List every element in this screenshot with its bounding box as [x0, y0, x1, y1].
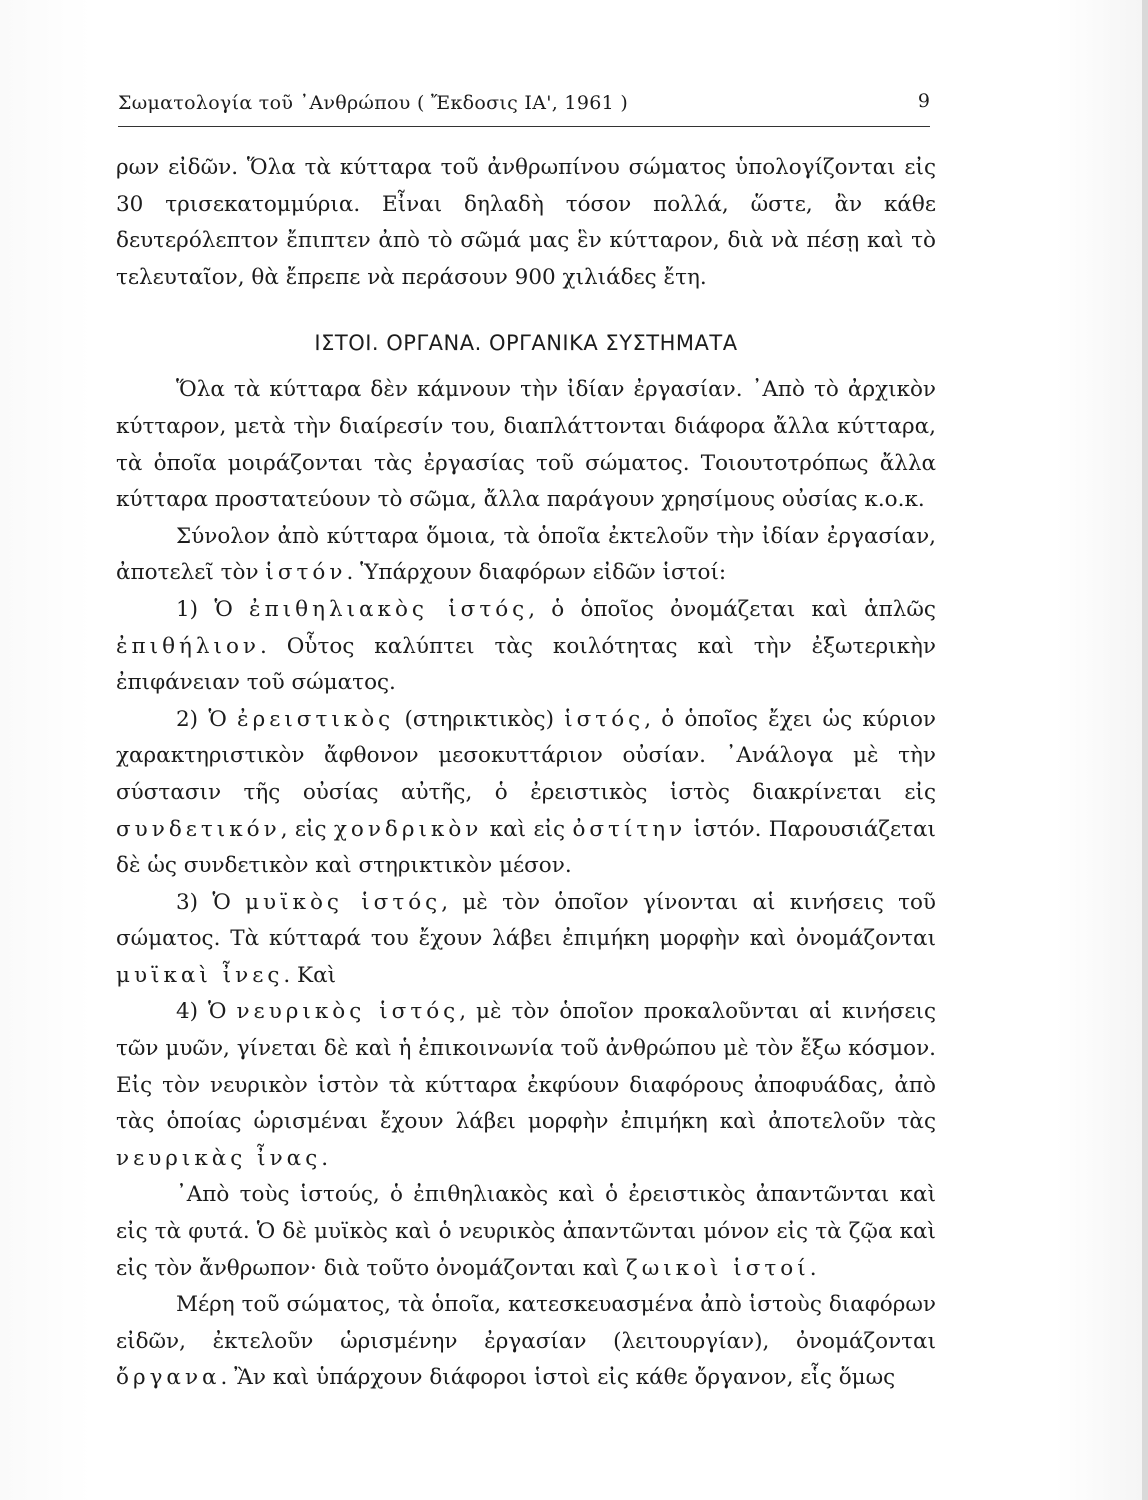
list-item-muscular — [116, 885, 936, 995]
text-run: . — [321, 1145, 329, 1171]
spaced-term: μυϊκαὶ ἶνες — [116, 962, 284, 988]
spaced-term: ὀστίτην — [572, 816, 687, 842]
text-run: . Ἂν καὶ ὑπάρχουν διάφοροι ἱστοὶ εἰς κάθε ὄργανον, εἷς ὅμως — [220, 1365, 896, 1391]
text-run: 4) Ὁ — [176, 999, 227, 1025]
text-run: 3) Ὁ — [176, 889, 231, 915]
spaced-term: ὄργανα — [116, 1365, 221, 1391]
text-run: ᾿Απὸ τοὺς ἱστούς, ὁ ἐπιθηλιακὸς καὶ ὁ ἐρειστικὸς ἀπαντῶνται καὶ εἰς τὰ φυτά. Ὁ δὲ μυϊκὸς καὶ ὁ νευρικὸς ἀπαντῶνται μόνον εἰς τὰ ζῷα καὶ εἰς τὸν ἄνθρωπον· διὰ τοῦτο ὀνομάζονται καὶ — [116, 1182, 936, 1281]
list-item-supporting — [116, 702, 936, 885]
section-heading: ΙΣΤΟΙ. ΟΡΓΑΝΑ. ΟΡΓΑΝΙΚΑ ΣΥΣΤΗΜΑΤΑ — [314, 331, 738, 356]
text-run: Σύνολον ἀπὸ κύτταρα ὅμοια, τὰ ὁποῖα ἐκτελοῦν τὴν ἰδίαν ἐργασίαν, ἀποτελεῖ τὸν — [116, 523, 936, 586]
spaced-term: ἐρειστικὸς — [237, 706, 395, 732]
text-run: 1) Ὁ — [176, 596, 233, 622]
spaced-term: νευρικὰς ἶνας — [116, 1145, 322, 1171]
text-run: καὶ εἰς — [489, 816, 566, 842]
paragraph-tissues-plants — [116, 1177, 936, 1287]
spaced-term: ἐπιθήλιον — [116, 633, 260, 659]
running-title: Σωματολογία τοῦ ᾿Ανθρώπου ( Ἔκδοσις ΙΑ', 1961 ) — [118, 92, 629, 114]
text-run: , ὁ ὁποῖος ὀνομάζεται καὶ ἁπλῶς — [528, 596, 936, 622]
text-run: (στηρικτικὸς) — [404, 706, 554, 732]
text-run: , μὲ τὸν ὁποῖον γίνονται αἱ κινήσεις τοῦ σώματος. Τὰ κύτταρά του ἔχουν λάβει ἐπιμήκη μορφὴν καὶ ὀνομάζονται — [116, 889, 936, 952]
text-run: Μέρη τοῦ σώματος, τὰ ὁποῖα, κατεσκευασμένα ἀπὸ ἱστοὺς διαφόρων εἰδῶν, ἐκτελοῦν ὡρισμένην ἐργασίαν (λειτουργίαν), ὀνομάζονται — [116, 1292, 936, 1354]
text-run: ἱστόν. Παρουσιάζεται δὲ ὡς συνδετικὸν καὶ στηρικτικὸν μέσον. — [116, 816, 936, 879]
paragraph-continuation: ρων εἰδῶν. Ὅλα τὰ κύτταρα τοῦ ἀνθρωπίνου σώματος ὑπολογίζονται εἰς 30 τρισεκατομμύρια. Εἶναι δηλαδὴ τόσον πολλά, ὥστε, ἂν κάθε δευτερόλεπτον ἔπιπτεν ἀπὸ τὸ σῶμά μας ἓν κύτταρον, διὰ νὰ πέσῃ καὶ τὸ τελευταῖον, θὰ ἔπρεπε νὰ περάσουν 900 χιλιάδες ἔτη. — [116, 155, 936, 290]
page-number: 9 — [917, 90, 930, 112]
list-item-nervous — [116, 994, 936, 1177]
text-run: . — [809, 1255, 817, 1281]
spaced-term: νευρικὸς ἱστός — [236, 999, 460, 1025]
spaced-term: ἱστός — [564, 706, 645, 732]
list-item-epithelial — [116, 592, 936, 702]
spaced-term: χονδρικὸν — [333, 816, 483, 842]
body-text — [116, 150, 936, 1397]
paragraph-tissue-definition — [116, 519, 936, 592]
text-run: . Ὑπάρχουν διαφόρων εἰδῶν ἱστοί: — [346, 560, 727, 586]
page-header — [118, 86, 930, 127]
text-run: 2) Ὁ — [176, 706, 227, 732]
spaced-term: συνδετικόν — [116, 816, 281, 842]
text-run: , μὲ τὸν ὁποῖον προκαλοῦνται αἱ κινήσεις τῶν μυῶν, γίνεται δὲ καὶ ἡ ἐπικοινωνία τοῦ ἀνθρώπου μὲ τὸν ἔξω κόσμον. Εἰς τὸν νευρικὸν ἱστὸν τὰ κύτταρα ἐκφύουν διαφόρους ἀποφυάδας, ἀπὸ τὰς ὁποίας ὡρισμέναι ἔχουν λάβει μορφὴν ἐπιμήκη καὶ ἀποτελοῦν τὰς — [116, 999, 936, 1135]
page-edge — [1142, 0, 1148, 1500]
text-run: , ὁ ὁποῖος ἔχει ὡς κύριον χαρακτηριστικὸν ἄφθονον μεσοκυττάριον οὐσίαν. ᾿Ανάλογα μὲ τὴν σύστασιν τῆς οὐσίας αὐτῆς, ὁ ἐρειστικὸς ἱστὸς διακρίνεται εἰς — [116, 706, 936, 805]
spaced-term: ζωικοὶ ἱστοί — [626, 1255, 810, 1281]
text-run: , εἰς — [280, 816, 327, 842]
spaced-term: μυϊκὸς ἱστός — [245, 889, 442, 915]
text-run: . Οὗτος καλύπτει τὰς κοιλότητας καὶ τὴν ἐξωτερικὴν ἐπιφάνειαν τοῦ σώματος. — [116, 633, 936, 696]
text-run: . Καὶ — [283, 962, 337, 988]
paragraph-organs — [116, 1287, 936, 1397]
spaced-term: ἱστόν — [265, 560, 347, 586]
spaced-term: ἐπιθηλιακὸς ἱστός — [249, 596, 529, 622]
paragraph-cells-division: Ὅλα τὰ κύτταρα δὲν κάμνουν τὴν ἰδίαν ἐργασίαν. ᾿Απὸ τὸ ἀρχικὸν κύτταρον, μετὰ τὴν διαίρεσίν του, διαπλάττονται διάφορα ἄλλα κύτταρα, τὰ ὁποῖα μοιράζονται τὰς ἐργασίας τοῦ σώματος. Τοιουτοτρόπως ἄλλα κύτταρα προστατεύουν τὸ σῶμα, ἄλλα παράγουν χρησίμους οὐσίας κ.ο.κ. — [116, 377, 936, 513]
